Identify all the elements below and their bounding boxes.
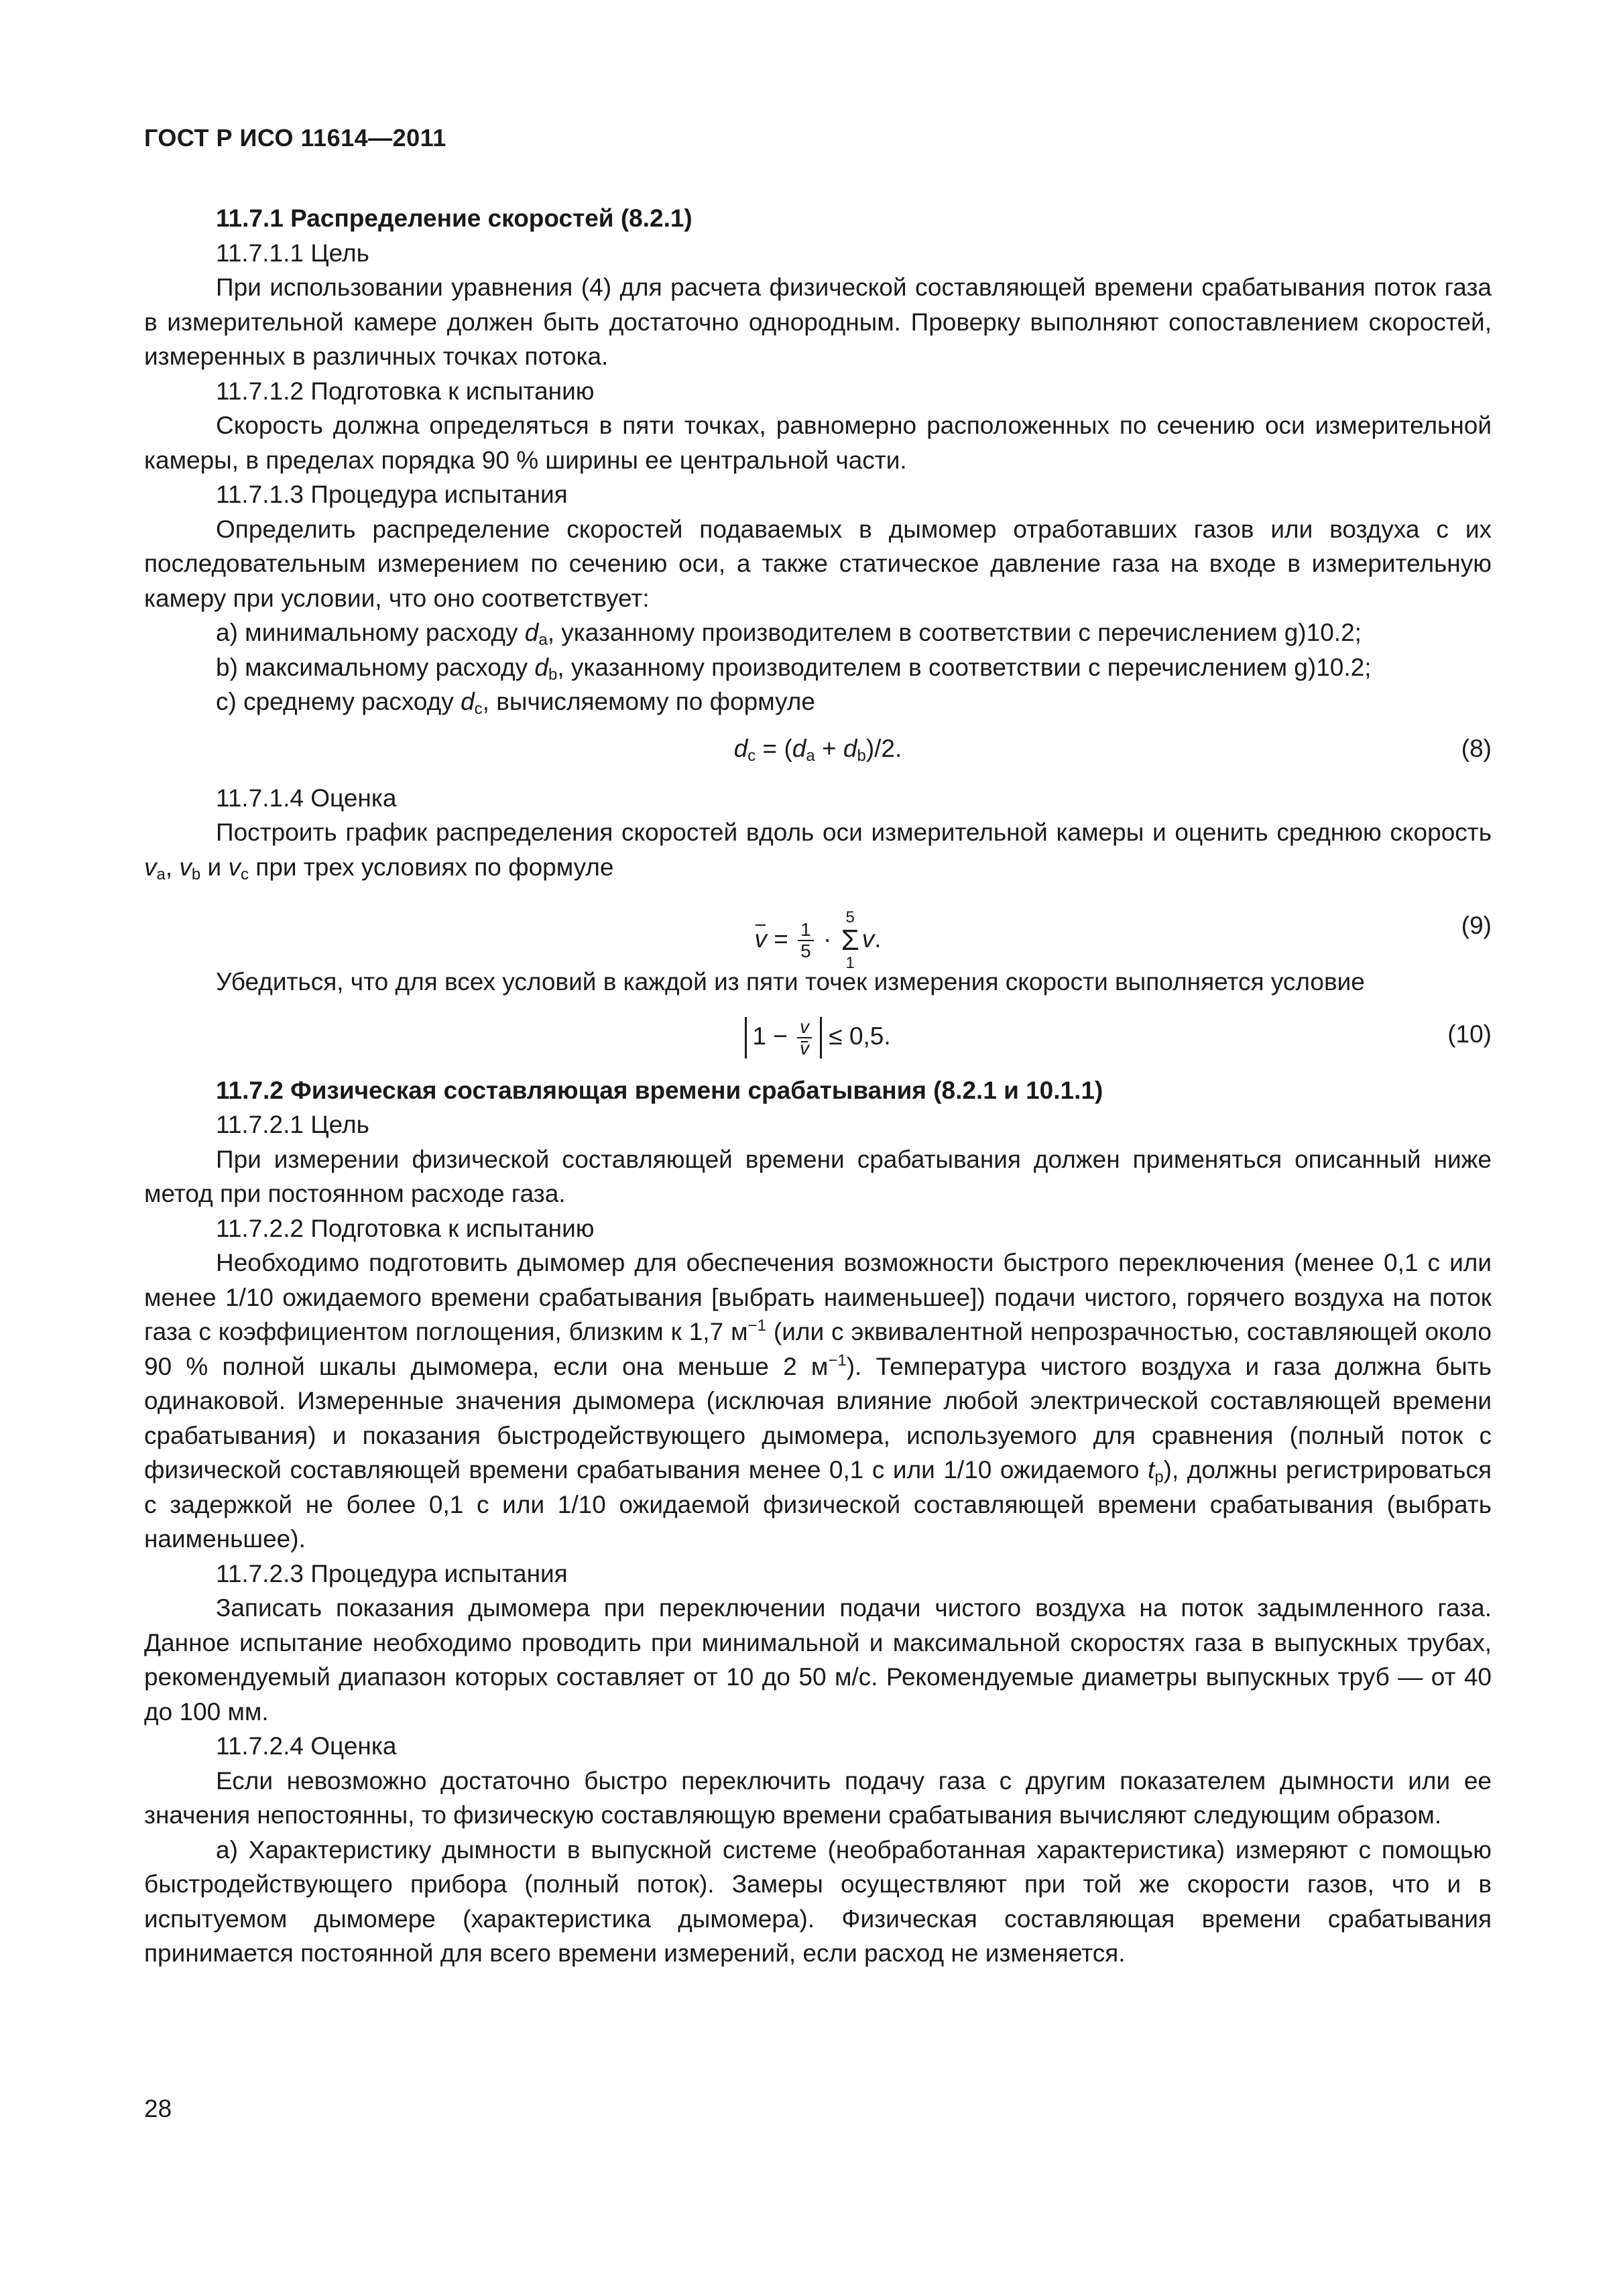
formula-8-expression: $d_c = (d_a + d_b)/2$. — [733, 734, 902, 765]
subsection-label-prep-2: 11.7.2.2 Подготовка к испытанию — [216, 1214, 595, 1242]
formula-10 — [144, 1000, 1492, 1073]
paragraph-evaluation: Построить график распределения скоростей вдоль оси измерительной камеры и оценить среднюю скорость $v_a$, $v_b$ и $v_c$ при трех условиях по формуле — [144, 819, 1492, 884]
document-page — [144, 0, 1492, 2296]
formula-9 — [144, 884, 1492, 972]
section-heading-11-7-2: 11.7.2 Физическая составляющая времени срабатывания (8.2.1 и 10.1.1) — [216, 1076, 1103, 1104]
list-item-a-2: a) Характеристику дымности в выпускной системе (необработанная характеристика) измеряют с помощью быстродействующего прибора (полный поток). Замеры осуществляют при той же скорости газов, что и в испытуемом дымомере (характеристика дымомера). Физическая составляющая времени срабатывания принимается постоянной для всего времени измерений, если расход не изменяется. — [144, 1835, 1492, 1967]
paragraph-check: Убедиться, что для всех условий в каждой из пяти точек измерения скорости выполняется условие — [216, 968, 1365, 995]
subsection-label-evaluation-2: 11.7.2.4 Оценка — [216, 1732, 397, 1760]
formula-8 — [144, 719, 1492, 781]
paragraph-procedure: Определить распределение скоростей подаваемых в дымомер отработавших газов или воздуха с их последовательным измерением по сечению оси, а также статическое давление газа на входе в измерительную камеру при условии, что оно соответствует: — [144, 515, 1492, 612]
page-number: 28 — [144, 2095, 172, 2122]
subsection-label-prep: 11.7.1.2 Подготовка к испытанию — [216, 377, 595, 405]
subsection-label-procedure: 11.7.1.3 Процедура испытания — [216, 481, 568, 508]
section-heading-11-7-1: 11.7.1 Распределение скоростей (8.2.1) — [216, 204, 693, 232]
subsection-label-goal: 11.7.1.1 Цель — [216, 239, 369, 267]
paragraph-procedure-2: Записать показания дымомера при переключении подачи чистого воздуха на поток задымленного газа. Данное испытание необходимо проводить при минимальной и максимальной скоростях газа в выпускных трубах, рекомендуемый диапазон которых составляет от 10 до 50 м/с. Рекомендуемые диаметры выпускных труб — от 40 до 100 мм. — [144, 1594, 1492, 1726]
formula-10-expression: 1 − $\frac{v}{v}$ ≤ 0,5. — [144, 1017, 1492, 1059]
list-item-b: b) максимальному расходу $d_b$, указанному производителем в соответствии с перечислением g)10.2; — [216, 653, 1372, 684]
formula-9-number: (9) — [1461, 912, 1492, 939]
list-item-c: c) среднему расходу $d_c$, вычисляемому по формуле — [216, 688, 815, 718]
formula-8-number: (8) — [1461, 734, 1492, 762]
paragraph-prep: Скорость должна определяться в пяти точках, равномерно расположенных по сечению оси измерительной камеры, в пределах порядка 90 % ширины ее центральной части. — [144, 412, 1492, 474]
document-body — [144, 201, 1492, 1971]
subsection-label-evaluation: 11.7.1.4 Оценка — [216, 784, 397, 812]
paragraph-prep-2: Необходимо подготовить дымомер для обеспечения возможности быстрого переключения (менее 0,1 с или менее 1/10 ожидаемого времени срабатывания [выбрать наименьшее]) подачи чистого, горячего воздуха на поток газа с коэффициентом поглощения, близким к 1,7 $м^{-1}$ (или с эквивалентной непрозрачностью, составляющей около 90 % полной шкалы дымомера, если она меньше 2 $м^{-1}$). Температура чистого воздуха и газа должна быть одинаковой. Измеренные значения дымомера (исключая влияние любой электрической составляющей времени срабатывания) и показания быстродействующего дымомера, используемого для сравнения (полный поток с физической составляющей времени срабатывания менее 0,1 с или 1/10 ожидаемого $t_p$), должны регистрироваться с задержкой не более 0,1 с или 1/10 ожидаемой физической составляющей времени срабатывания (выбрать наименьшее). — [144, 1249, 1492, 1553]
paragraph-goal: При использовании уравнения (4) для расчета физической составляющей времени срабатывания поток газа в измерительной камере должен быть достаточно однородным. Проверку выполняют сопоставлением скоростей, измеренных в различных точках потока. — [144, 274, 1492, 370]
list-item-a: a) минимальному расходу $d_a$, указанному производителем в соответствии с перечислением g)10.2; — [216, 619, 1362, 649]
paragraph-evaluation-2: Если невозможно достаточно быстро переключить подачу газа с другим показателем дымности или ее значения непостоянны, то физическую составляющую времени срабатывания вычисляют следующим образом. — [144, 1766, 1492, 1829]
document-header: ГОСТ Р ИСО 11614—2011 — [144, 124, 446, 152]
paragraph-goal-2: При измерении физической составляющей времени срабатывания должен применяться описанный ниже метод при постоянном расходе газа. — [144, 1145, 1492, 1207]
formula-9-expression: v = $\frac{1}{5}$ · 5 Σ 1 v. — [754, 908, 882, 972]
subsection-label-goal-2: 11.7.2.1 Цель — [216, 1111, 369, 1138]
subsection-label-procedure-2: 11.7.2.3 Процедура испытания — [216, 1559, 568, 1587]
formula-10-number: (10) — [1447, 1020, 1492, 1048]
